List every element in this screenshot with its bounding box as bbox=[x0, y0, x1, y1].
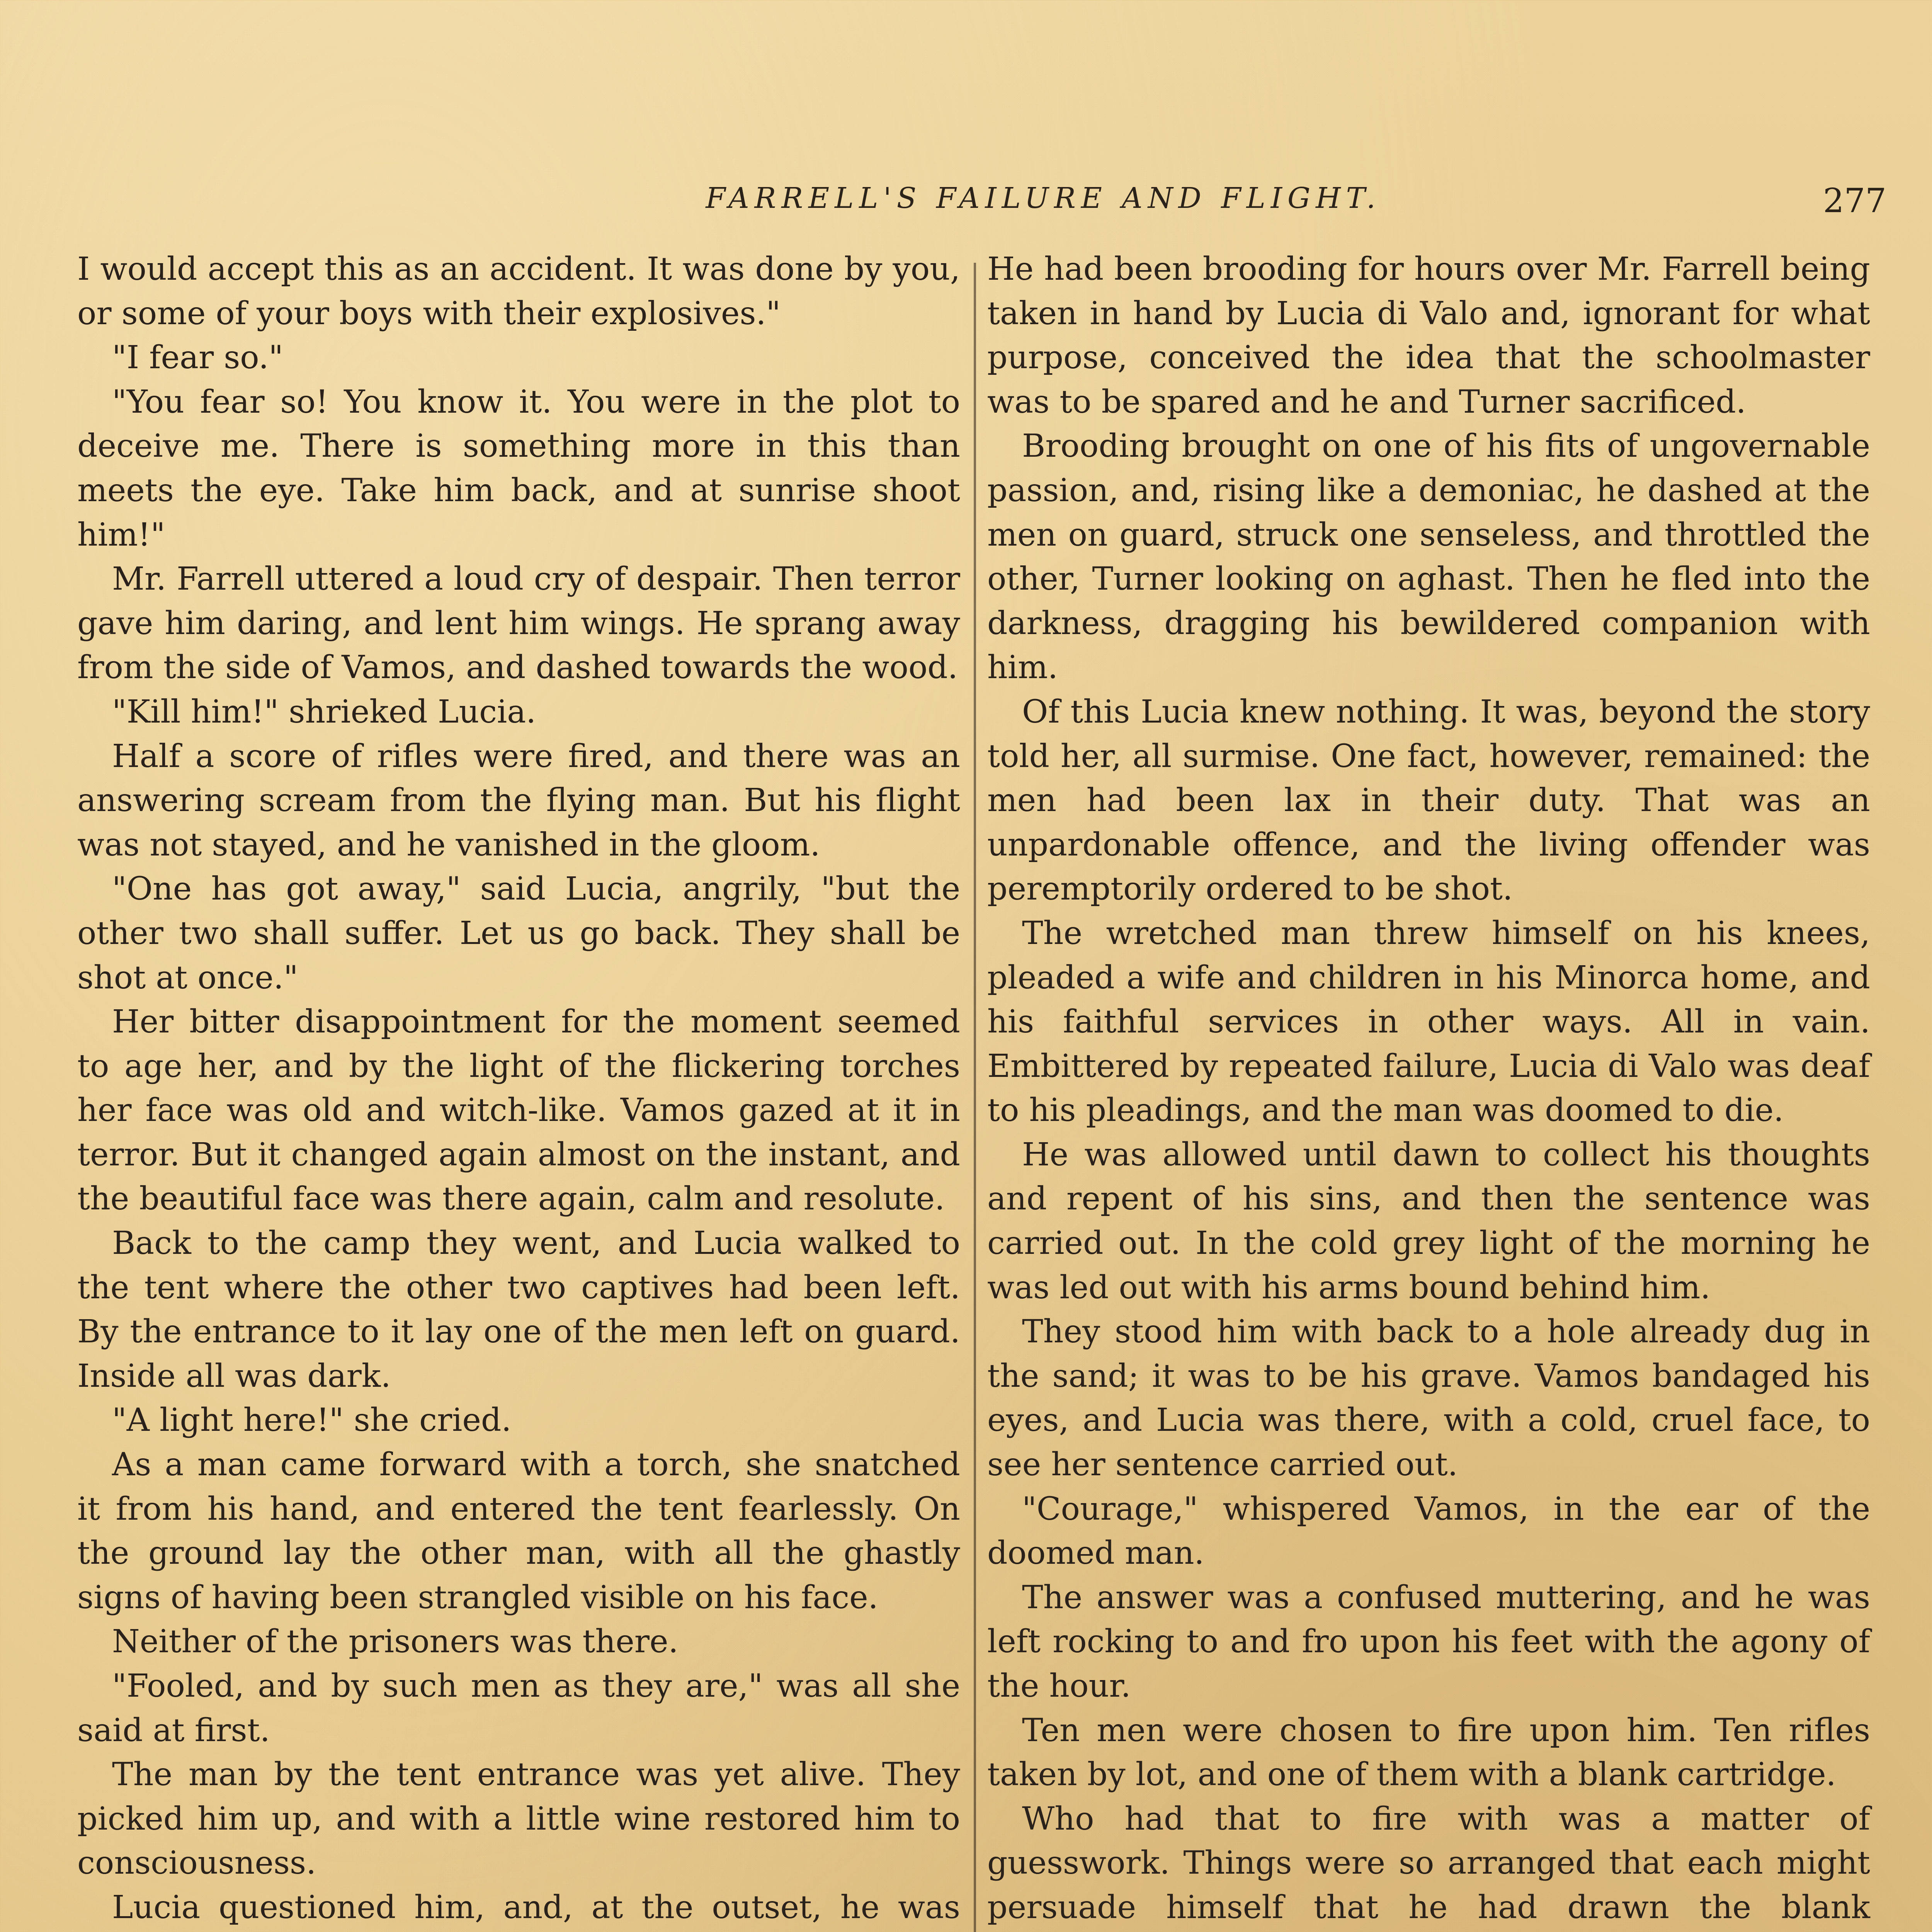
left-column bbox=[77, 247, 960, 1932]
paragraph: Half a score of rifles were fired, and there was an answering scream from the flying man. But his flight was not stayed, and he vanished in the gloom. bbox=[77, 738, 960, 863]
paragraph: "Kill him!" shrieked Lucia. bbox=[112, 693, 536, 730]
paragraph: The wretched man threw himself on his knees, pleaded a wife and children in his Minorca home, and his faithful services in other ways. All in vain. Embittered by repeated failure, Lucia di Valo was deaf to his pleadings, and the man was doomed to die. bbox=[987, 915, 1870, 1129]
paragraph: Mr. Farrell uttered a loud cry of despair. Then terror gave him daring, and lent him wings. He sprang away from the side of Vamos, and dashed towards the wood. bbox=[77, 561, 960, 686]
paragraph: Her bitter disappointment for the moment seemed to age her, and by the light of the flickering torches her face was old and witch-like. Vamos gazed at it in terror. But it changed again almost on the instant, and the beautiful face was there again, calm and resolute. bbox=[77, 1003, 960, 1218]
paragraph: "Courage," whispered Vamos, in the ear of the doomed man. bbox=[987, 1490, 1870, 1572]
paragraph: Who had that to fire with was a matter of guesswork. Things were so arranged that each might persuade himself that he had drawn the blank bbox=[987, 1800, 1870, 1926]
column-divider bbox=[974, 263, 976, 1932]
page-number: 277 bbox=[1823, 182, 1886, 220]
paragraph: Ten men were chosen to fire upon him. Ten rifles taken by lot, and one of them with a blank cartridge. bbox=[987, 1712, 1870, 1793]
paragraph: Lucia questioned him, and, at the outset, he was bbox=[112, 1889, 960, 1926]
paragraph: Back to the camp they went, and Lucia walked to the tent where the other two captives had been left. By the entrance to it lay one of the men left on guard. Inside all was dark. bbox=[77, 1225, 960, 1395]
paragraph: Brooding brought on one of his fits of ungovernable passion, and, rising like a demoniac, he dashed at the men on guard, struck one senseless, and throttled the other, Turner looking on aghast. Then he fled into the darkness, dragging his bewildered companion with him. bbox=[987, 428, 1870, 686]
running-title: FARRELL'S FAILURE AND FLIGHT. bbox=[706, 182, 1381, 215]
right-column bbox=[987, 247, 1870, 1932]
paragraph: He had been brooding for hours over Mr. Farrell being taken in hand by Lucia di Valo and, ignorant for what purpose, conceived the idea that the schoolmaster was to be spared and he and Turner sacrificed. bbox=[987, 251, 1870, 420]
paragraph: He was allowed until dawn to collect his thoughts and repent of his sins, and then the sentence was carried out. In the cold grey light of the morning he was led out with his arms bound behind him. bbox=[987, 1136, 1870, 1306]
paragraph: They stood him with back to a hole already dug in the sand; it was to be his grave. Vamos bandaged his eyes, and Lucia was there, with a cold, cruel face, to see her sentence carried out. bbox=[987, 1313, 1870, 1483]
paragraph: "You fear so! You know it. You were in the plot to deceive me. There is something more in this than meets the eye. Take him back, and at sunrise shoot him!" bbox=[77, 383, 960, 553]
paragraph: "I fear so." bbox=[112, 339, 283, 376]
paragraph: The answer was a confused muttering, and he was left rocking to and fro upon his feet with the agony of the hour. bbox=[987, 1579, 1870, 1704]
paragraph: "Fooled, and by such men as they are," was all she said at first. bbox=[77, 1668, 960, 1749]
paragraph: As a man came forward with a torch, she snatched it from his hand, and entered the tent fearlessly. On the ground lay the other man, with all the ghastly signs of having been strangled visible on his face. bbox=[77, 1446, 960, 1616]
paragraph: "A light here!" she cried. bbox=[112, 1402, 512, 1439]
paragraph: The man by the tent entrance was yet alive. They picked him up, and with a little wine restored him to consciousness. bbox=[77, 1756, 960, 1882]
paragraph: Of this Lucia knew nothing. It was, beyond the story told her, all surmise. One fact, however, remained: the men had been lax in their duty. That was an unpardonable offence, and the living offender was peremptorily ordered to be shot. bbox=[987, 693, 1870, 908]
paragraph: I would accept this as an accident. It was done by you, or some of your boys with their explosives." bbox=[77, 251, 960, 332]
paragraph: "One has got away," said Lucia, angrily, "but the other two shall suffer. Let us go back. They shall be shot at once." bbox=[77, 871, 960, 996]
paragraph: Neither of the prisoners was there. bbox=[112, 1623, 679, 1660]
